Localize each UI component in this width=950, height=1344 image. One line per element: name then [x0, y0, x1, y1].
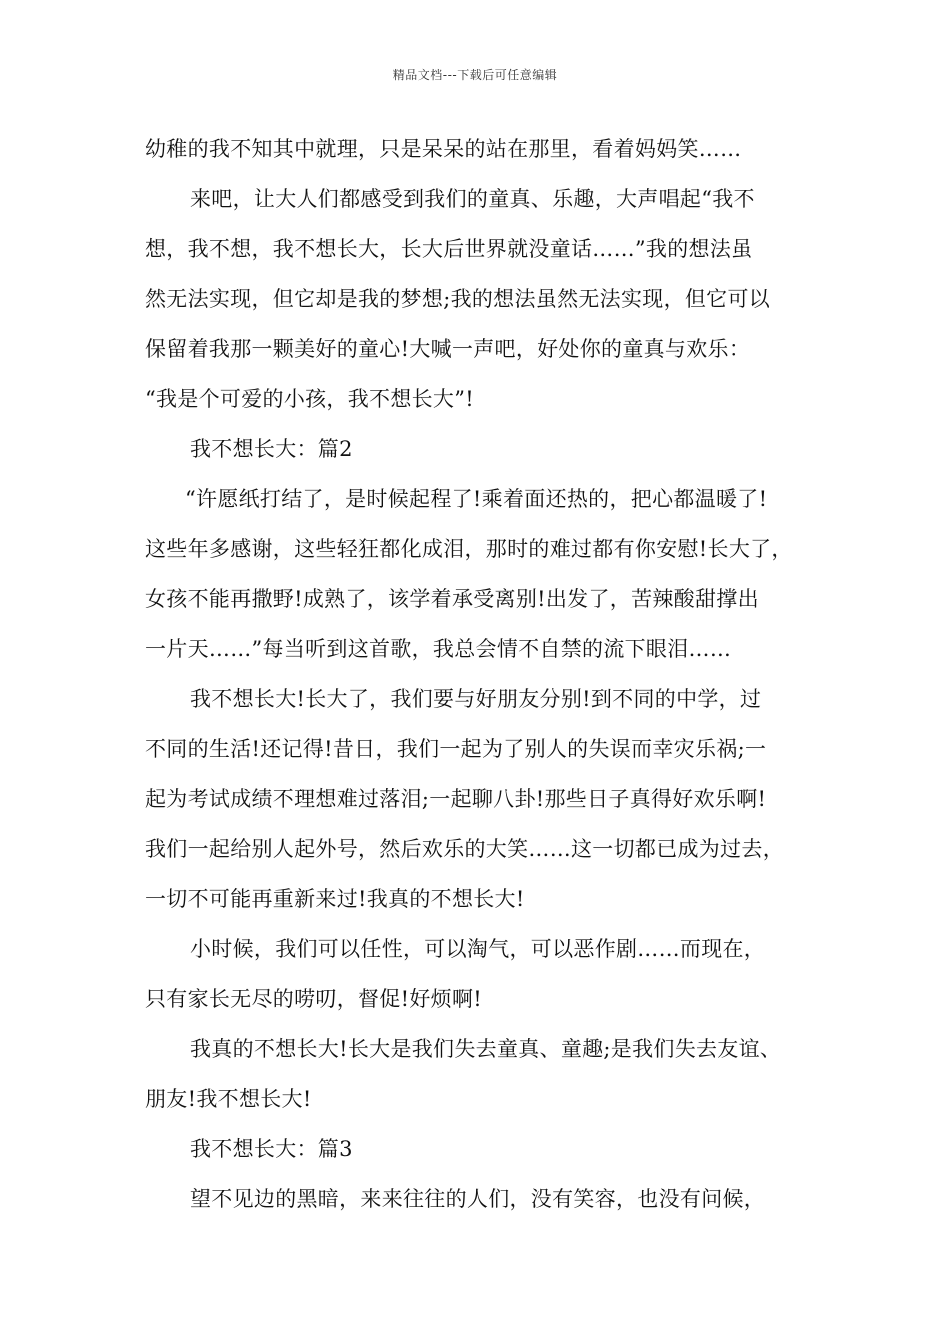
text-line: 只有家长无尽的唠叨，督促!好烦啊!: [145, 987, 482, 1011]
text-line: 想，我不想，我不想长大，长大后世界就没童话……”我的想法虽: [145, 237, 753, 261]
paragraph-start: 望不见边的黑暗，来来往往的人们，没有笑容，也没有问候，: [190, 1187, 766, 1211]
paragraph-start: 我真的不想长大!长大是我们失去童真、童趣;是我们失去友谊、: [190, 1037, 782, 1061]
text-line: 我们一起给别人起外号，然后欢乐的大笑……这一切都已成为过去，: [145, 837, 784, 861]
text-line: 朋友!我不想长大!: [145, 1087, 312, 1111]
paragraph-start: 我不想长大!长大了，我们要与好朋友分别!到不同的中学，过: [190, 687, 762, 711]
text-line: 起为考试成绩不理想难过落泪;一起聊八卦!那些日子真得好欢乐啊!: [145, 787, 767, 811]
text-line: 一切不可能再重新来过!我真的不想长大!: [145, 887, 525, 911]
paragraph-start: “许愿纸打结了，是时候起程了!乘着面还热的，把心都温暖了!: [185, 487, 768, 511]
text-line: 女孩不能再撒野!成熟了，该学着承受离别!出发了，苦辣酸甜撑出: [145, 587, 759, 611]
text-line: 这些年多感谢，这些轻狂都化成泪，那时的难过都有你安慰!长大了，: [145, 537, 793, 561]
text-line: “我是个可爱的小孩，我不想长大”!: [145, 387, 475, 411]
paragraph-start: 小时候，我们可以任性，可以淘气，可以恶作剧……而现在，: [190, 937, 766, 961]
section-heading: 我不想长大：篇2: [190, 437, 353, 461]
page-header: 精品文档---下载后可任意编辑: [392, 68, 558, 82]
paragraph-start: 来吧，让大人们都感受到我们的童真、乐趣，大声唱起“我不: [190, 187, 755, 211]
section-heading: 我不想长大：篇3: [190, 1137, 353, 1161]
text-line: 幼稚的我不知其中就理，只是呆呆的站在那里，看着妈妈笑……: [145, 137, 742, 161]
document-body: [145, 124, 805, 1224]
text-line: 一片天……”每当听到这首歌，我总会情不自禁的流下眼泪……: [145, 637, 732, 661]
text-line: 然无法实现，但它却是我的梦想;我的想法虽然无法实现，但它可以: [145, 287, 771, 311]
text-line: 保留着我那一颗美好的童心!大喊一声吧，好处你的童真与欢乐：: [145, 337, 751, 361]
text-line: 不同的生活!还记得!昔日，我们一起为了别人的失误而幸灾乐祸;一: [145, 737, 767, 761]
